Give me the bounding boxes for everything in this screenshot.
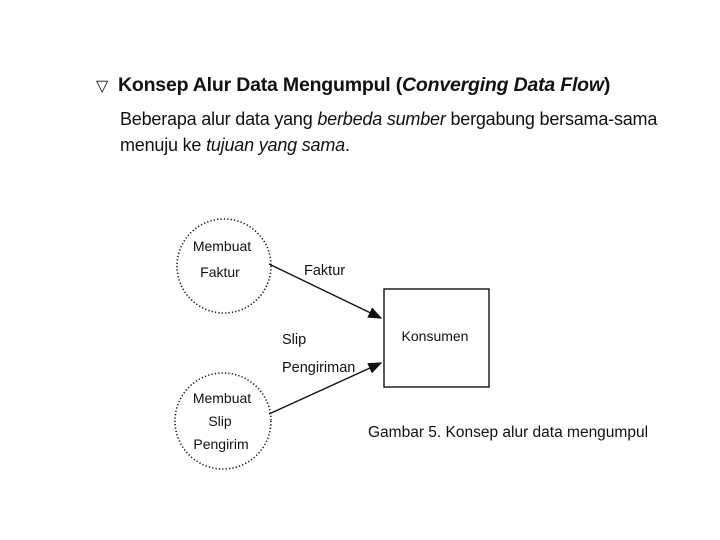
text-italic: berbeda sumber (317, 109, 446, 129)
text-segment: Beberapa alur data yang (120, 109, 318, 129)
process-label: Slip (208, 413, 232, 429)
text-segment: . (344, 135, 350, 155)
process-label: Faktur (200, 264, 240, 280)
process-label: Membuat (192, 238, 252, 254)
process-membuat-slip-pengirim (175, 373, 271, 469)
heading-prefix: Konsep Alur Data Mengumpul ( (118, 74, 403, 96)
triangle-bullet-icon: ▽ (96, 78, 109, 95)
flow-label-slip: Slip (282, 332, 307, 348)
text-segment: bergabung bersama-sama (445, 109, 658, 129)
entity-konsumen (384, 289, 489, 387)
entity-label: Konsumen (401, 328, 469, 344)
heading-italic: Converging Data Flow (402, 74, 604, 96)
process-label: Pengirim (193, 436, 249, 452)
flow-label-slip: Pengiriman (282, 360, 356, 376)
flow-label-faktur: Faktur (304, 263, 346, 279)
text-segment: menuju ke (120, 135, 207, 155)
figure-caption: Gambar 5. Konsep alur data mengumpul (368, 424, 649, 441)
process-label: Membuat (192, 390, 252, 406)
process-membuat-faktur (177, 219, 271, 313)
heading-suffix: ) (603, 74, 611, 96)
text-italic: tujuan yang sama (206, 135, 345, 155)
